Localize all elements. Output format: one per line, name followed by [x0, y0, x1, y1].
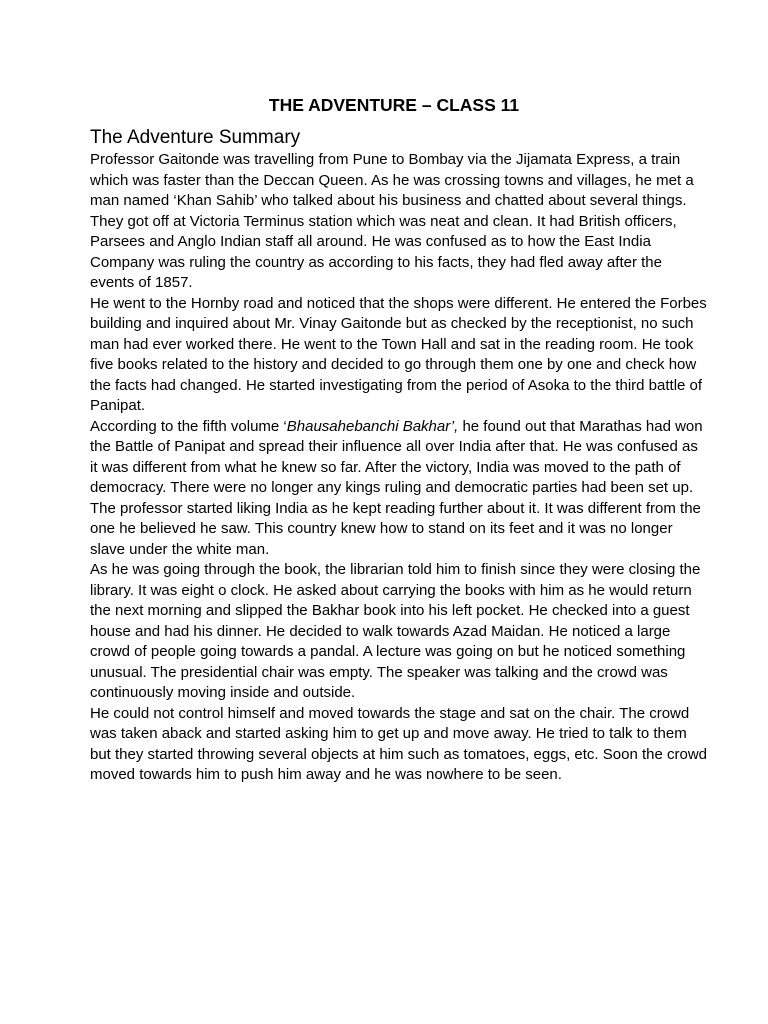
paragraph-3-rest: he found out that Marathas had won the Battle of Panipat and spread their influence all over India after that. He was confused as it was different from what he knew so far. After the victory, India was moved to the path of democracy. There were no longer any kings ruling and democratic parties had been set up. The professor started liking India as he kept reading further about it. It was different from the one he believed he saw. This country knew how to stand on its feet and it was no longer slave under the white man.: [90, 417, 703, 558]
section-heading: The Adventure Summary: [90, 127, 301, 148]
document-title: THE ADVENTURE – CLASS 11: [268, 95, 520, 115]
paragraph-4: As he was going through the book, the librarian told him to finish since they were closing the library. It was eight o clock. He asked about carrying the books with him as he would return the next morning and slipped the Bakhar book into his left pocket. He checked into a guest house and had his dinner. He decided to walk towards Azad Maidan. He noticed a large crowd of people going towards a pandal. A lecture was going on but he noticed something unusual. The presidential chair was empty. The speaker was talking and the crowd was continuously moving inside and outside.: [90, 561, 701, 701]
paragraph-1: Professor Gaitonde was travelling from Pune to Bombay via the Jijamata Express, a train which was faster than the Deccan Queen. As he was crossing towns and villages, he met a man named ‘Khan Sahib’ who talked about his business and chatted about several things. They got off at Victoria Terminus station which was neat and clean. It had British officers, Parsees and Anglo Indian staff all around. He was confused as to how the East India Company was ruling the country as according to his facts, they had fled away after the events of 1857.: [90, 151, 694, 291]
paragraph-3: [90, 417, 708, 561]
paragraph-2: He went to the Hornby road and noticed that the shops were different. He entered the Forbes building and inquired about Mr. Vinay Gaitonde but as checked by the receptionist, no such man had ever worked there. He went to the Town Hall and sat in the reading room. He took five books related to the history and decided to go through them one by one and check how the facts had changed. He started investigating from the period of Asoka to the third battle of Panipat.: [90, 294, 707, 414]
paragraph-5: He could not control himself and moved towards the stage and sat on the chair. The crowd was taken aback and started asking him to get up and move away. He tried to talk to them but they started throwing several objects at him such as tomatoes, eggs, etc. Soon the crowd moved towards him to push him away and he was nowhere to be seen.: [90, 704, 707, 783]
paragraph-3-lead: According to the fifth volume ‘: [90, 417, 287, 435]
book-title: Bhausahebanchi Bakhar’,: [286, 417, 459, 435]
